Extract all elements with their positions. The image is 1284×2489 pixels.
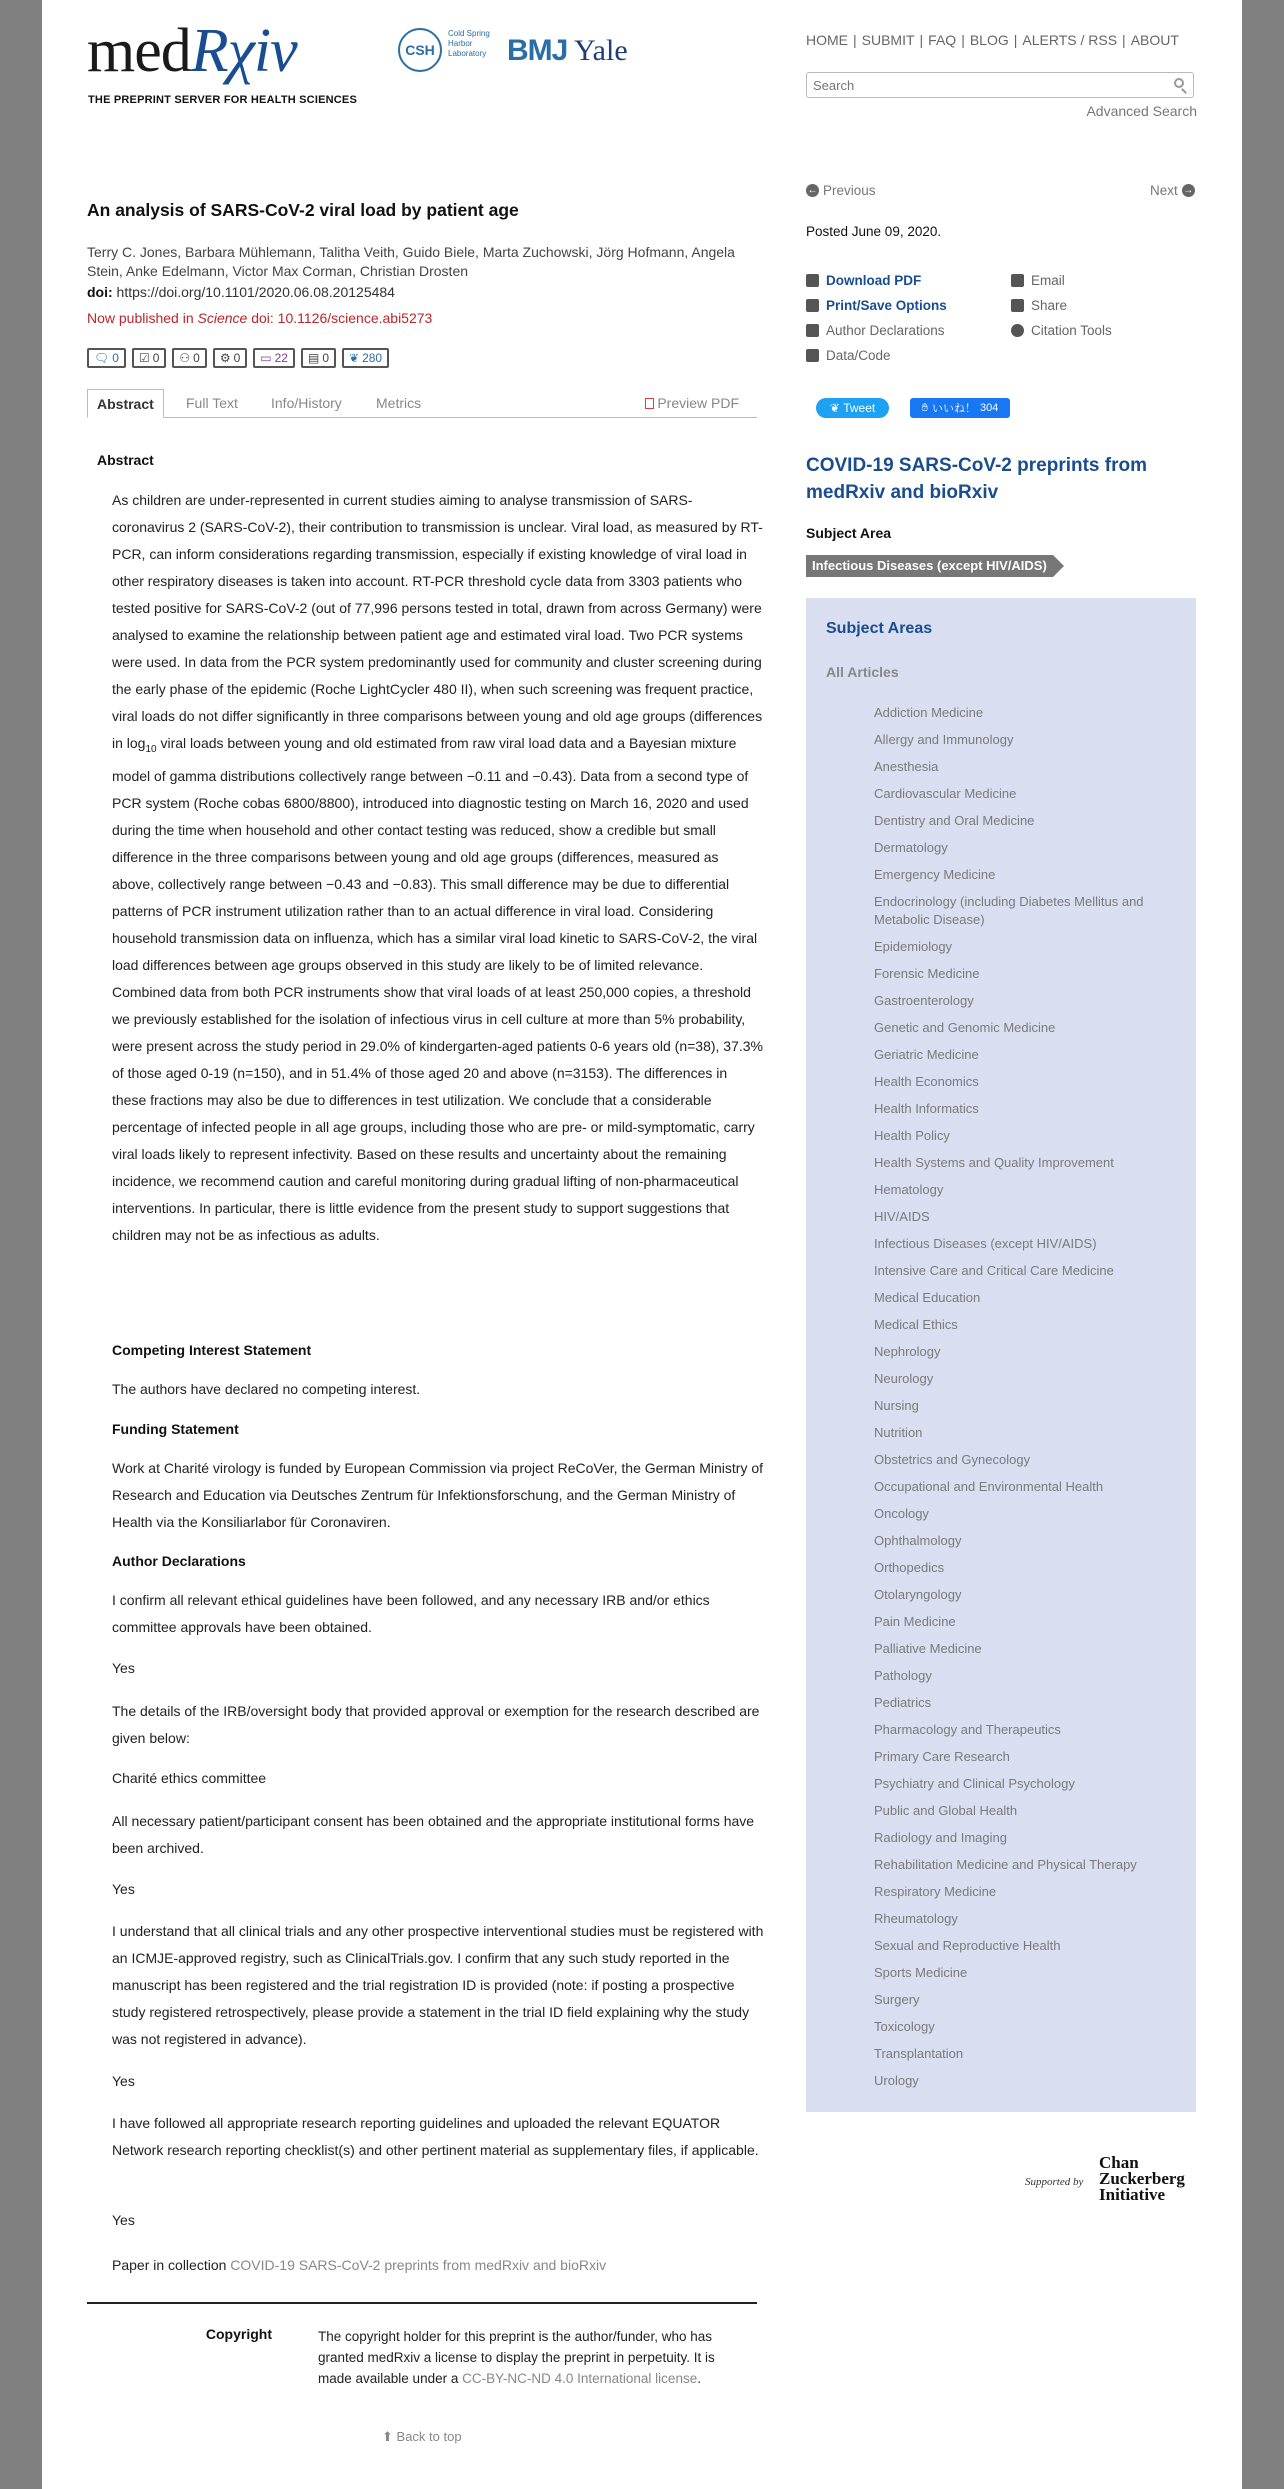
subject-link[interactable]: Pain Medicine xyxy=(874,1614,956,1629)
declaration-a3: Yes xyxy=(112,1881,135,1897)
subject-link[interactable]: Health Informatics xyxy=(874,1101,979,1116)
nav-home[interactable]: HOME xyxy=(806,32,848,48)
previous-link[interactable] xyxy=(806,183,876,198)
checkbox-icon xyxy=(806,324,819,337)
subject-link[interactable]: HIV/AIDS xyxy=(874,1209,930,1224)
article-title: An analysis of SARS-CoV-2 viral load by patient age xyxy=(87,200,519,220)
abstract-subscript: 10 xyxy=(145,743,157,755)
subject-link[interactable]: Geriatric Medicine xyxy=(874,1047,979,1062)
subject-link[interactable]: Dentistry and Oral Medicine xyxy=(874,813,1035,828)
doi-label: doi: xyxy=(87,284,113,300)
collection-link[interactable]: COVID-19 SARS-CoV-2 preprints from medRxiv and bioRxiv xyxy=(230,2257,607,2273)
citation-tools-label: Citation Tools xyxy=(1031,323,1112,338)
subject-link[interactable]: Palliative Medicine xyxy=(874,1641,982,1656)
subject-link[interactable]: Cardiovascular Medicine xyxy=(874,786,1017,801)
cogs-metric[interactable] xyxy=(213,348,247,368)
copyright-suffix: . xyxy=(697,2371,701,2386)
print-icon xyxy=(806,299,819,312)
subject-link[interactable]: Orthopedics xyxy=(874,1560,945,1575)
envelope-icon xyxy=(1011,274,1024,287)
metric-value: 0 xyxy=(233,351,241,365)
nav-alerts-rss[interactable]: ALERTS / RSS xyxy=(1022,32,1118,48)
tab-metrics[interactable]: Metrics xyxy=(376,395,422,411)
article-tabs xyxy=(87,389,757,418)
users-metric[interactable] xyxy=(172,348,206,368)
subject-link[interactable]: Ophthalmology xyxy=(874,1533,962,1548)
subject-area-label: Subject Area xyxy=(806,525,892,541)
csh-logo[interactable]: CSH xyxy=(398,28,442,72)
subject-link[interactable]: Psychiatry and Clinical Psychology xyxy=(874,1776,1075,1791)
thumbs-up-icon: ✋︎ xyxy=(921,401,928,414)
subject-areas-panel xyxy=(806,598,1196,2112)
nav-separator: | xyxy=(961,32,965,48)
covid-collection-link[interactable]: COVID-19 SARS-CoV-2 preprints from medRxiv and bioRxiv xyxy=(806,455,1147,503)
tab-abstract[interactable]: Abstract xyxy=(87,389,164,418)
arrow-right-icon: → xyxy=(1183,184,1194,196)
article-doi xyxy=(87,284,395,300)
supported-by-label: Supported by xyxy=(1025,2176,1084,2188)
file-icon xyxy=(806,349,819,362)
top-navigation xyxy=(806,32,1179,48)
subject-link[interactable]: Occupational and Environmental Health xyxy=(874,1479,1104,1494)
comment-icon: 🗨︎ xyxy=(94,351,110,365)
csh-logo-text: Cold Spring Harbor Laboratory xyxy=(448,29,490,58)
metric-value: 0 xyxy=(193,351,200,365)
subject-link[interactable]: Intensive Care and Critical Care Medicine xyxy=(874,1263,1114,1278)
declaration-a4: Yes xyxy=(112,2073,135,2089)
subject-link[interactable]: Nephrology xyxy=(874,1344,941,1359)
subject-link[interactable]: Forensic Medicine xyxy=(874,966,980,981)
subject-link[interactable]: Gastroenterology xyxy=(874,993,974,1008)
subject-link[interactable]: Hematology xyxy=(874,1182,944,1197)
advanced-search-link[interactable]: Advanced Search xyxy=(1086,103,1197,119)
metric-value: 280 xyxy=(362,351,383,365)
subject-link[interactable]: Health Economics xyxy=(874,1074,979,1089)
email-link[interactable] xyxy=(1011,273,1065,288)
data-code-label: Data/Code xyxy=(826,348,891,363)
cogs-icon: ⚙ xyxy=(219,351,231,365)
check-icon: ☑ xyxy=(138,351,150,365)
subject-link[interactable]: Radiology and Imaging xyxy=(874,1830,1007,1845)
declaration-q3: All necessary patient/participant consent has been obtained and the appropriate institutional forms have been archived. xyxy=(112,1813,755,1856)
subject-list xyxy=(874,704,1174,2099)
logo-tagline: THE PREPRINT SERVER FOR HEALTH SCIENCES xyxy=(88,94,357,106)
now-published-prefix: Now published in xyxy=(87,310,198,326)
abstract-text-part1: As children are under-represented in current studies aiming to analyse transmission of SARS-coronavirus 2 (SARS-CoV-2), their contribution to transmission is unclear. Viral load, as measured by RT-PCR, can inform considerations regarding transmission, especially if existing knowledge of viral load in other respiratory diseases is taken into account. RT-PCR threshold cycle data from 3303 patients who tested positive for SARS-CoV-2 (out of 77,996 persons tested in total, drawn from across Germany) were analysed to examine the relationship between patient age and estimated viral load. Two PCR systems were used. In data from the PCR system predominantly used for community and cluster screening during the early phase of the epidemic (Roche LightCycler 480 II), when such screening was frequent practice, viral loads do not differ significantly in three comparisons between young and old age groups (differences in log xyxy=(112,492,763,751)
subject-link[interactable]: Sexual and Reproductive Health xyxy=(874,1938,1061,1953)
subject-link[interactable]: Respiratory Medicine xyxy=(874,1884,997,1899)
subject-link[interactable]: Neurology xyxy=(874,1371,934,1386)
film-metric[interactable] xyxy=(301,348,336,368)
monitor-icon: ▭ xyxy=(260,351,272,365)
like-count: 304 xyxy=(979,402,999,414)
subject-link[interactable]: Oncology xyxy=(874,1506,929,1521)
subject-link[interactable]: Epidemiology xyxy=(874,939,953,954)
subject-link[interactable]: Health Policy xyxy=(874,1128,950,1143)
page xyxy=(42,0,1242,2489)
next-link[interactable] xyxy=(1150,183,1195,198)
all-articles-link[interactable]: All Articles xyxy=(826,664,899,680)
funding-heading: Funding Statement xyxy=(112,1421,239,1437)
subject-link[interactable]: Allergy and Immunology xyxy=(874,732,1014,747)
subject-areas-title: Subject Areas xyxy=(826,620,933,637)
globe-icon xyxy=(1011,324,1024,337)
back-to-top-link[interactable] xyxy=(382,2429,462,2445)
data-code-link[interactable] xyxy=(806,348,891,363)
subject-link[interactable]: Endocrinology (including Diabetes Mellitus and Metabolic Disease) xyxy=(874,894,1144,927)
article-authors: Terry C. Jones, Barbara Mühlemann, Talitha Veith, Guido Biele, Marta Zuchowski, Jörg Hofmann, Angela Stein, Anke Edelmann, Victor Max Corman, Christian Drosten xyxy=(87,244,735,279)
declaration-a1: Yes xyxy=(112,1660,135,1676)
subject-link[interactable]: Rehabilitation Medicine and Physical Therapy xyxy=(874,1857,1137,1872)
next-label: Next xyxy=(1150,183,1178,198)
pdf-download-icon xyxy=(806,274,819,287)
subject-link[interactable]: Infectious Diseases (except HIV/AIDS) xyxy=(874,1236,1097,1251)
print-save-link[interactable] xyxy=(806,298,947,313)
now-published-link[interactable] xyxy=(87,310,432,326)
now-published-doi: doi: 10.1126/science.abi5273 xyxy=(247,310,433,326)
tab-full-text[interactable]: Full Text xyxy=(186,395,238,411)
author-declarations-link[interactable] xyxy=(806,323,945,338)
abstract-heading: Abstract xyxy=(97,452,154,468)
declaration-a5: Yes xyxy=(112,2212,135,2228)
abstract-text-part2: viral loads between young and old estimated from raw viral load data and a Bayesian mixture model of gamma distributions collectively range between −0.11 and −0.43). Data from a second type of PCR system (Roche cobas 6800/8800), introduced into diagnostic testing on March 16, 2020 and used during the time when household and other contact testing was reduced, show a credible but small difference in the three comparisons between young and old age groups (differences, measured as above, collectively range between −0.43 and −0.83). This small difference may be due to differential patterns of PCR instrument utilization rather than to an actual difference in viral load. Considering household transmission data on influenza, which has a similar viral load kinetic to SARS-CoV-2, the viral load differences between age groups observed in this study are likely to be of limited relevance. Combined data from both PCR instruments show that viral loads of at least 250,000 copies, a threshold we previously established for the isolation of infectious virus in cell culture at more than 5% probability, were present across the study period in 29.0% of kindergarten-aged patients 0-6 years old (n=38), 37.3% of those aged 0-19 (n=150), and in 51.4% of those aged 20 and above (n=3153). The differences in these fractions may also be due to differences in test utilization. We conclude that a considerable percentage of infected people in all age groups, including those who are pre- or mild-symptomatic, carry viral loads likely to represent infectivity. Based on these results and uncertainty about the remaining incidence, we recommend caution and careful monitoring during gradual lifting of non-pharmaceutical interventions. In particular, there is little evidence from the present study to support suggestions that children may not be as infectious as adults. xyxy=(112,735,763,1243)
nav-separator: | xyxy=(1013,32,1018,48)
twitter-metric[interactable] xyxy=(342,348,389,368)
previous-label: Previous xyxy=(823,183,876,198)
competing-text: The authors have declared no competing interest. xyxy=(112,1381,421,1397)
subject-link[interactable]: Rheumatology xyxy=(874,1911,958,1926)
share-icon xyxy=(1011,299,1024,312)
copyright-text xyxy=(318,2326,748,2389)
abstract-text xyxy=(112,487,764,1249)
subject-link[interactable]: Medical Education xyxy=(874,1290,981,1305)
users-icon: ⚇ xyxy=(179,351,191,365)
pdf-icon xyxy=(645,398,654,409)
metrics-bar xyxy=(87,348,389,368)
film-icon: ▤ xyxy=(307,351,320,365)
twitter-bird-icon: ❦ xyxy=(829,401,840,415)
search-input[interactable] xyxy=(806,72,1194,98)
subject-link[interactable]: Pharmacology and Therapeutics xyxy=(874,1722,1061,1737)
author-declarations-label: Author Declarations xyxy=(826,323,945,338)
tweet-button[interactable] xyxy=(816,398,889,418)
tweet-label: Tweet xyxy=(843,401,876,415)
metric-value: 0 xyxy=(152,351,160,365)
nav-about[interactable]: ABOUT xyxy=(1130,32,1179,48)
subject-link[interactable]: Anesthesia xyxy=(874,759,939,774)
subject-link[interactable]: Addiction Medicine xyxy=(874,705,984,720)
subject-link[interactable]: Public and Global Health xyxy=(874,1803,1018,1818)
copyright-body: The copyright holder for this preprint is the author/funder, who has granted medRxiv a license to display the preprint in perpetuity. It is made available under a xyxy=(318,2329,715,2386)
subject-link[interactable]: Surgery xyxy=(874,1992,920,2007)
declaration-q2: The details of the IRB/oversight body that provided approval or exemption for the research described are given below: xyxy=(112,1703,760,1746)
medrxiv-logo[interactable] xyxy=(87,17,297,85)
yale-logo[interactable]: Yale xyxy=(574,34,628,67)
comments-metric[interactable] xyxy=(87,348,126,368)
subject-link[interactable]: Health Systems and Quality Improvement xyxy=(874,1155,1114,1170)
funding-text: Work at Charité virology is funded by European Commission via project ReCoVer, the German Ministry of Research and Education via Deutsches Zentrum für Infektionsforschung, and the German Ministry of Health via the Konsiliarlabor für Coronaviren. xyxy=(112,1460,764,1530)
download-pdf-link[interactable] xyxy=(806,273,921,288)
search-icon[interactable] xyxy=(1174,78,1184,88)
tab-info-history[interactable]: Info/History xyxy=(271,395,342,411)
divider xyxy=(87,2302,757,2304)
download-pdf-label: Download PDF xyxy=(826,273,922,288)
arrow-left-icon: ← xyxy=(807,184,818,196)
citation-tools-link[interactable] xyxy=(1011,323,1112,338)
logo-text-rxiv: Rχiv xyxy=(190,17,297,85)
posted-date: Posted June 09, 2020. xyxy=(806,224,942,239)
facebook-like-button[interactable] xyxy=(910,398,1010,418)
copyright-heading: Copyright xyxy=(205,2326,272,2342)
nav-blog[interactable]: BLOG xyxy=(969,32,1009,48)
declaration-q1: I confirm all relevant ethical guidelines have been followed, and any necessary IRB and/or ethics committee approvals have been obtained. xyxy=(112,1592,710,1635)
subject-link[interactable]: Nursing xyxy=(874,1398,919,1413)
metric-value: 0 xyxy=(112,351,119,365)
subject-link[interactable]: Genetic and Genomic Medicine xyxy=(874,1020,1056,1035)
subject-link[interactable]: Urology xyxy=(874,2073,919,2088)
subject-link[interactable]: Primary Care Research xyxy=(874,1749,1010,1764)
metric-value: 0 xyxy=(322,351,330,365)
email-label: Email xyxy=(1031,273,1065,288)
subject-link[interactable]: Pathology xyxy=(874,1668,932,1683)
share-label: Share xyxy=(1031,298,1068,313)
nav-separator: | xyxy=(1122,32,1126,48)
like-label: いいね！ xyxy=(931,403,976,415)
bmj-logo[interactable]: BMJ xyxy=(507,34,568,67)
subject-link[interactable]: Toxicology xyxy=(874,2019,935,2034)
subject-link[interactable]: Medical Ethics xyxy=(874,1317,958,1332)
doi-link[interactable]: https://doi.org/10.1101/2020.06.08.20125484 xyxy=(116,284,395,300)
czi-logo[interactable] xyxy=(1025,2150,1195,2204)
chevron-up-icon: ⬆︎ xyxy=(382,2429,393,2444)
subject-link[interactable]: Pediatrics xyxy=(874,1695,932,1710)
nav-separator: | xyxy=(853,32,857,48)
reviews-metric[interactable] xyxy=(132,348,166,368)
back-to-top-label: Back to top xyxy=(396,2429,462,2444)
collection-prefix: Paper in collection xyxy=(112,2257,231,2273)
czi-name: Chan Zuckerberg Initiative xyxy=(1099,2153,1185,2204)
declaration-a2: Charité ethics committee xyxy=(112,1770,267,1786)
subject-link[interactable]: Otolaryngology xyxy=(874,1587,962,1602)
twitter-icon: ❦ xyxy=(349,351,360,365)
now-published-journal: Science xyxy=(197,310,248,326)
nav-submit[interactable]: SUBMIT xyxy=(861,32,915,48)
declaration-q5: I have followed all appropriate research reporting guidelines and uploaded the relevant EQUATOR Network research reporting checklist(s) and other pertinent material as supplementary files, if applicable. xyxy=(112,2115,759,2158)
subject-link[interactable]: Emergency Medicine xyxy=(874,867,996,882)
monitor-metric[interactable] xyxy=(253,348,295,368)
license-link[interactable]: CC-BY-NC-ND 4.0 International license xyxy=(462,2371,698,2386)
subject-link[interactable]: Transplantation xyxy=(874,2046,964,2061)
subject-area-badge[interactable]: Infectious Diseases (except HIV/AIDS) xyxy=(806,555,1053,577)
subject-link[interactable]: Obstetrics and Gynecology xyxy=(874,1452,1031,1467)
nav-separator: | xyxy=(919,32,924,48)
paper-collection xyxy=(112,2257,606,2273)
declarations-heading: Author Declarations xyxy=(112,1553,246,1569)
preview-pdf-label: Preview PDF xyxy=(657,395,739,411)
subject-link[interactable]: Dermatology xyxy=(874,840,948,855)
print-save-label: Print/Save Options xyxy=(826,298,947,313)
metric-value: 22 xyxy=(274,351,288,365)
subject-link[interactable]: Nutrition xyxy=(874,1425,923,1440)
logo-text-med: med xyxy=(87,17,191,85)
preview-pdf-link[interactable] xyxy=(645,389,739,417)
competing-heading: Competing Interest Statement xyxy=(112,1342,312,1358)
subject-link[interactable]: Sports Medicine xyxy=(874,1965,968,1980)
nav-faq[interactable]: FAQ xyxy=(928,32,957,48)
share-link[interactable] xyxy=(1011,298,1067,313)
declaration-q4: I understand that all clinical trials and any other prospective interventional studies must be registered with an ICMJE-approved registry, such as ClinicalTrials.gov. I confirm that any such study reported in the manuscript has been registered and the trial registration ID is provided (note: if posting a prospective study registered retrospectively, please provide a statement in the trial ID field explaining why the study was not registered in advance). xyxy=(112,1923,764,2047)
